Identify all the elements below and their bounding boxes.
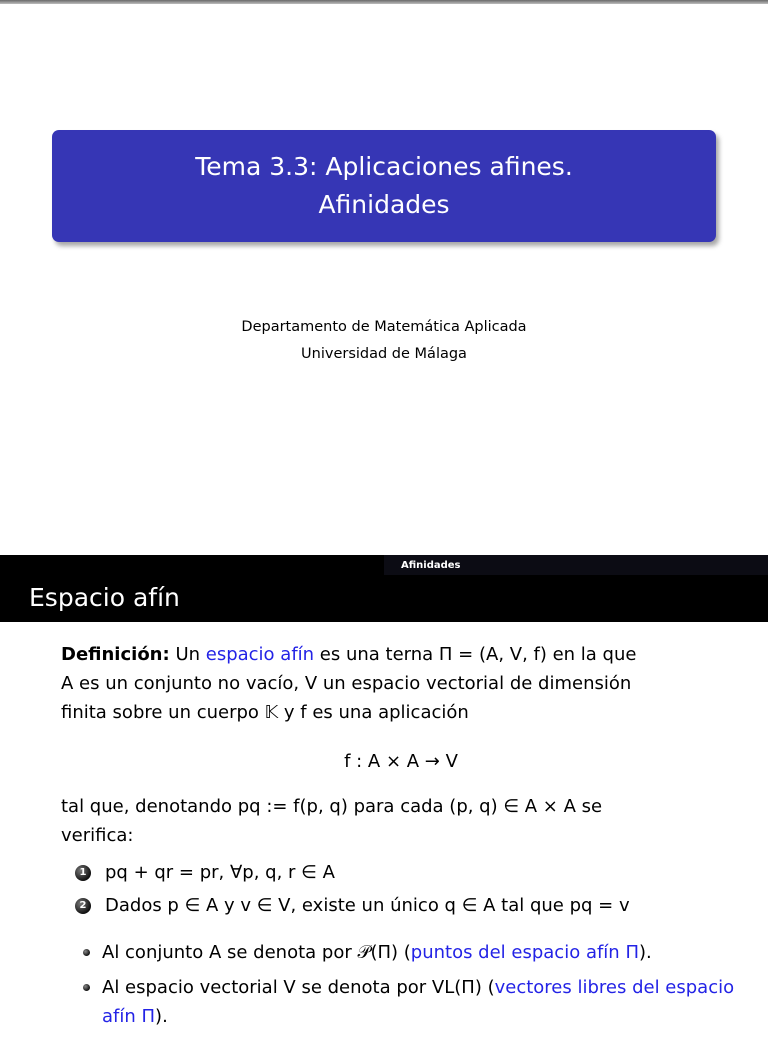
number-ball-icon: 1 <box>75 865 91 881</box>
notes-list <box>61 938 741 1031</box>
slide-content <box>61 640 741 1037</box>
title-line-1: Tema 3.3: Aplicaciones afines. <box>195 152 573 181</box>
list-item <box>61 858 741 887</box>
frame-title: Espacio afín <box>29 583 180 612</box>
definition-label: Definición: <box>61 644 170 665</box>
department: Departamento de Matemática Aplicada <box>241 319 527 335</box>
top-border <box>0 0 768 4</box>
title-line-2: Afinidades <box>318 190 450 219</box>
number-ball-icon: 2 <box>75 898 91 914</box>
definition-line-2: A es un conjunto no vacío, V un espacio vectorial de dimensión <box>61 673 632 694</box>
bullet-2-b: ). <box>155 1006 168 1027</box>
term-vectores-libres: vectores libres del espacio afín Π <box>102 977 735 1027</box>
section-label[interactable]: Afinidades <box>384 555 768 575</box>
def-text-a: Un <box>175 644 206 665</box>
frame-title-bar <box>0 575 768 622</box>
axiom-list <box>61 858 741 920</box>
definition-line-3: finita sobre un cuerpo 𝕂 y f es una aplicación <box>61 702 469 723</box>
list-item <box>61 938 741 967</box>
slide-header-bar <box>0 555 768 575</box>
bullet-1-b: ). <box>638 942 652 963</box>
definition-line-4: tal que, denotando pq := f(p, q) para cada (p, q) ∈ A × A se <box>61 796 603 817</box>
title-block <box>52 130 716 242</box>
display-formula: f : A × A → V <box>344 751 458 772</box>
bullet-2-text <box>102 973 741 1031</box>
list-item <box>61 891 741 920</box>
bullet-1-a: Al conjunto A se denota por 𝒫(Π) ( <box>102 942 411 963</box>
list-item <box>61 973 741 1031</box>
university: Universidad de Málaga <box>301 346 467 362</box>
definition-line-5: verifica: <box>61 825 134 846</box>
axiom-1-text: pq + qr = pr, ∀p, q, r ∈ A <box>105 862 335 883</box>
definition-line-1 <box>61 640 741 669</box>
bullet-2-a: Al espacio vectorial V se denota por VL(Π) ( <box>102 977 495 998</box>
axiom-2-text: Dados p ∈ A y v ∈ V, existe un único q ∈ A tal que pq = v <box>105 895 630 916</box>
term-espacio-afin: espacio afín <box>205 644 315 665</box>
def-text-b: es una terna Π = (A, V, f) en la que <box>314 644 637 665</box>
bullet-icon <box>83 949 90 956</box>
bullet-icon <box>83 984 90 991</box>
bullet-1-text <box>102 938 652 967</box>
affiliation <box>0 314 768 368</box>
term-puntos: puntos del espacio afín Π <box>410 942 639 963</box>
